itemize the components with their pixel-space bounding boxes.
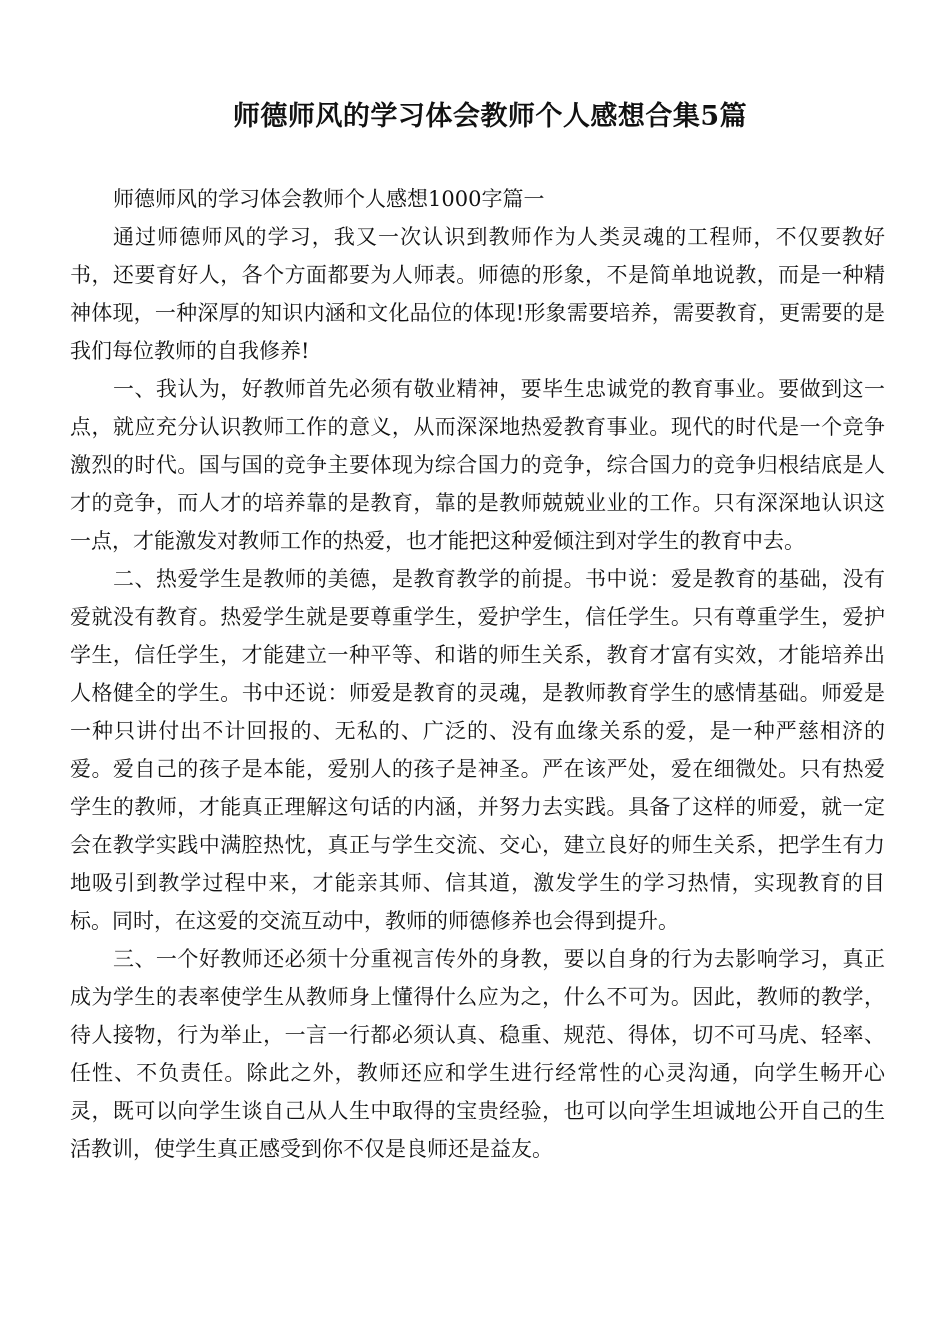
paragraph-intro: 通过师德师风的学习，我又一次认识到教师作为人类灵魂的工程师，不仅要教好书，还要育好人，各个方面都要为人师表。师德的形象，不是简单地说教，而是一种精神体现，一种深厚的知识内涵和文化品位的体现!形象需要培养，需要教育，更需要的是我们每位教师的自我修养! [70,225,885,363]
document-title: 师德师风的学习体会教师个人感想合集5篇 [232,101,748,132]
section-subheading: 师德师风的学习体会教师个人感想1000字篇一 [113,187,545,211]
paragraph-point-one: 一、我认为，好教师首先必须有敬业精神，要毕生忠诚党的教育事业。要做到这一点，就应充分认识教师工作的意义，从而深深地热爱教育事业。现代的时代是一个竞争激烈的时代。国与国的竞争主要体现为综合国力的竞争，综合国力的竞争归根结底是人才的竞争，而人才的培养靠的是教育，靠的是教师兢兢业业的工作。只有深深地认识这一点，才能激发对教师工作的热爱，也才能把这种爱倾注到对学生的教育中去。 [70,377,885,553]
document-body [70,180,885,1168]
paragraph-point-three: 三、一个好教师还必须十分重视言传外的身教，要以自身的行为去影响学习，真正成为学生的表率使学生从教师身上懂得什么应为之，什么不可为。因此，教师的教学，待人接物，行为举止，一言一行都必须认真、稳重、规范、得体，切不可马虎、轻率、任性、不负责任。除此之外，教师还应和学生进行经常性的心灵沟通，向学生畅开心灵，既可以向学生谈自己从人生中取得的宝贵经验，也可以向学生坦诚地公开自己的生活教训，使学生真正感受到你不仅是良师还是益友。 [70,947,885,1161]
paragraph-point-two: 二、热爱学生是教师的美德，是教育教学的前提。书中说：爱是教育的基础，没有爱就没有教育。热爱学生就是要尊重学生，爱护学生，信任学生。只有尊重学生，爱护学生，信任学生，才能建立一种平等、和谐的师生关系，教育才富有实效，才能培养出人格健全的学生。书中还说：师爱是教育的灵魂，是教师教育学生的感情基础。师爱是一种只讲付出不计回报的、无私的、广泛的、没有血缘关系的爱，是一种严慈相济的爱。爱自己的孩子是本能，爱别人的孩子是神圣。严在该严处，爱在细微处。只有热爱学生的教师，才能真正理解这句话的内涵，并努力去实践。具备了这样的师爱，就一定会在教学实践中满腔热忱，真正与学生交流、交心，建立良好的师生关系，把学生有力地吸引到教学过程中来，才能亲其师、信其道，激发学生的学习热情，实现教育的目标。同时，在这爱的交流互动中，教师的师德修养也会得到提升。 [70,567,885,933]
